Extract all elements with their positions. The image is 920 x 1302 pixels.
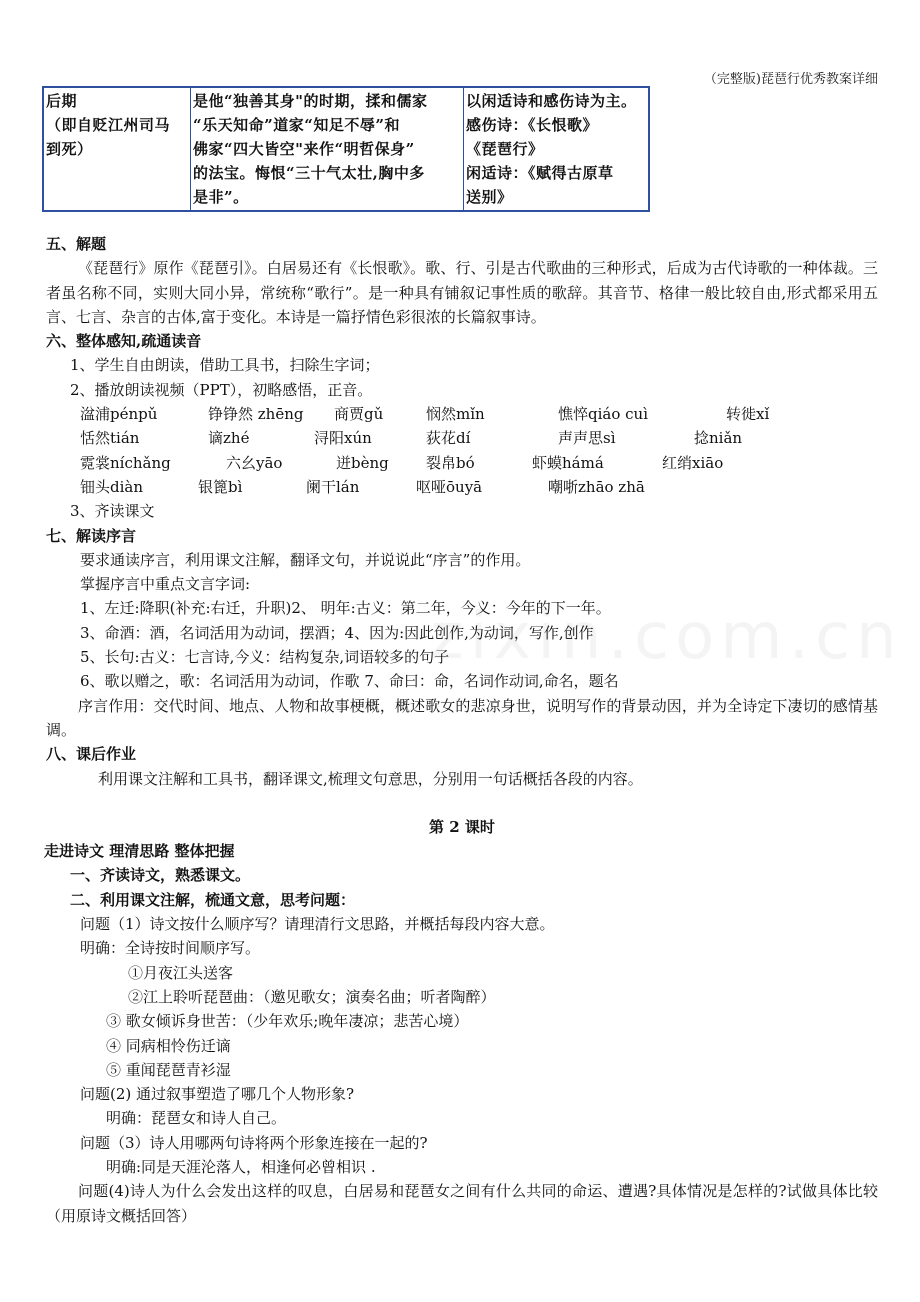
- question: 问题（3）诗人用哪两句诗将两个形象连接在一起的?: [80, 1133, 428, 1152]
- pinyin-word: 迸bèng: [336, 453, 389, 472]
- question: 问题(4)诗人为什么会发出这样的叹息，白居易和琵琶女之间有什么共同的命运、遭遇?具体情况是怎样的?试做具体比较（用原诗文概括回答）: [46, 1182, 878, 1225]
- pinyin-word: 霓裳níchǎng: [80, 453, 171, 472]
- pinyin-word: 六幺yāo: [226, 453, 283, 472]
- text-line: 利用课文注解和工具书，翻译课文,梳理文句意思，分别用一句话概括各段的内容。: [98, 769, 643, 788]
- pinyin-word: 钿头diàn: [80, 477, 144, 496]
- outline-item: ③ 歌女倾诉身世苦：（少年欢乐;晚年凄凉；悲苦心境）: [106, 1012, 469, 1031]
- list-item: 1、学生自由朗读，借助工具书，扫除生字词；: [70, 356, 380, 375]
- step-heading: 二、利用课文注解，梳通文意，思考问题：: [70, 890, 356, 909]
- table-cell-period: [43, 87, 191, 211]
- pinyin-word: 荻花dí: [426, 429, 471, 448]
- outline-item: ②江上聆听琵琶曲：（邀见歌女；演奏名曲；听者陶醉）: [128, 987, 496, 1006]
- answer: 明确：琵琶女和诗人自己。: [106, 1109, 287, 1128]
- cell-line: （即自贬江州司马: [46, 116, 171, 134]
- pinyin-row: [46, 451, 878, 475]
- cell-line: 以闲适诗和感伤诗为主。: [466, 92, 637, 110]
- text-line: 1、左迁:降职(补充:右迁，升职)2、 明年:古义：第二年，今义：今年的下一年。: [80, 599, 611, 618]
- outline-item: ⑤ 重闻琵琶青衫湿: [106, 1060, 231, 1079]
- question: 问题（1）诗文按什么顺序写？请理清行文思路，并概括每段内容大意。: [80, 915, 555, 934]
- outline-item: ④ 同病相怜伤迁谪: [106, 1036, 231, 1055]
- cell-line: 闲适诗：《赋得古原草: [466, 164, 614, 182]
- pinyin-word: 浔阳xún: [314, 429, 372, 448]
- section-heading: 五、解题: [46, 235, 107, 253]
- pinyin-word: 悯然mǐn: [426, 405, 485, 424]
- cell-line: 是他“独善其身"的时期，揉和儒家: [193, 92, 428, 110]
- body-text: [46, 232, 878, 1228]
- pinyin-word: 嘲哳zhāo zhā: [548, 477, 645, 496]
- pinyin-word: 呕哑ōuyā: [416, 477, 483, 496]
- text-line: 掌握序言中重点文言字词:: [80, 575, 251, 594]
- pinyin-word: 红绡xiāo: [662, 453, 724, 472]
- pinyin-word: 憔悴qiáo cuì: [558, 405, 649, 424]
- outline-item: ①月夜江头送客: [128, 963, 234, 982]
- cell-line: 送别》: [466, 188, 513, 206]
- section-heading: 八、课后作业: [46, 745, 137, 764]
- paragraph: 序言作用：交代时间、地点、人物和故事梗概，概述歌女的悲凉身世，说明写作的背景动因，并为全诗定下凄切的感情基调。: [46, 696, 878, 739]
- pinyin-word: 虾蟆hámá: [532, 453, 604, 472]
- table-cell-works: [464, 87, 650, 211]
- pinyin-word: 谪zhé: [208, 429, 250, 448]
- text-line: 6、歌以赠之，歌：名词活用为动词，作歌 7、命曰：命，名词作动词,命名，题名: [80, 672, 619, 691]
- pinyin-word: 铮铮然 zhēng: [208, 405, 304, 424]
- pinyin-word: 阑干lán: [306, 477, 360, 496]
- pinyin-row: [46, 426, 878, 450]
- table-row: [43, 87, 649, 211]
- paragraph: 《琵琶行》原作《琵琶引》。白居易还有《长恨歌》。歌、行、引是古代歌曲的三种形式，后成为古代诗歌的一种体裁。三者虽名称不同，实则大同小异，常统称“歌行”。是一种具有铺叙记事性质的歌辞。其音节、格律一般比较自由,形式都采用五言、七言、杂言的古体,富于变化。本诗是一篇抒情色彩很浓的长篇叙事诗。: [46, 259, 878, 326]
- pinyin-word: 转徙xǐ: [726, 405, 770, 424]
- text-line: 3、命酒：酒，名词活用为动词，摆酒；4、因为:因此创作,为动词，写作,创作: [80, 623, 594, 642]
- question: 问题(2) 通过叙事塑造了哪几个人物形象?: [80, 1085, 355, 1104]
- pinyin-word: 声声思sì: [558, 429, 616, 448]
- list-item: 2、播放朗读视频（PPT），初略感悟，正音。: [70, 380, 373, 399]
- table-cell-description: [191, 87, 464, 211]
- cell-line: 感伤诗：《长恨歌》: [466, 116, 599, 134]
- pinyin-word: 裂帛bó: [426, 453, 475, 472]
- answer: 明确:同是天涯沦落人，相逢何必曾相识 .: [106, 1157, 376, 1176]
- text-line: 要求通读序言，利用课文注解，翻译文句，并说说此“序言”的作用。: [80, 550, 531, 569]
- list-item: 3、齐读课文: [70, 502, 155, 521]
- pinyin-word: 捻niǎn: [694, 429, 743, 448]
- pinyin-row: [46, 402, 878, 426]
- cell-line: 是非”。: [193, 188, 249, 206]
- section-heading: 七、解读序言: [46, 526, 137, 545]
- cell-line: 《琵琶行》: [466, 140, 544, 158]
- cell-line: 到死）: [46, 140, 93, 158]
- lesson-title: 第 2 课时: [429, 817, 495, 836]
- text-line: 5、长句:古义：七言诗,今义：结构复杂,词语较多的句子: [80, 648, 450, 667]
- pinyin-word: 恬然tián: [80, 429, 140, 448]
- cell-line: 佛家“四大皆空"来作“明哲保身”: [193, 140, 415, 158]
- section-heading: 六、整体感知,疏通读音: [46, 332, 202, 351]
- cell-line: 的法宝。悔恨“三十气太壮,胸中多: [193, 164, 425, 182]
- pinyin-row: [46, 475, 878, 499]
- cell-line: 后期: [46, 92, 78, 110]
- cell-line: “乐天知命”道家“知足不辱”和: [193, 116, 401, 134]
- step-heading: 一、齐读诗文，熟悉课文。: [70, 866, 251, 885]
- lesson-subtitle: 走进诗文 理清思路 整体把握: [44, 842, 235, 861]
- pinyin-word: 商贾gǔ: [334, 405, 384, 424]
- pinyin-word: 湓浦pénpǔ: [80, 405, 158, 424]
- period-table: [42, 86, 650, 212]
- pinyin-word: 银篦bì: [198, 477, 243, 496]
- page-header: （完整版)琵琶行优秀教案详细: [703, 72, 878, 87]
- answer: 明确：全诗按时间顺序写。: [80, 939, 261, 958]
